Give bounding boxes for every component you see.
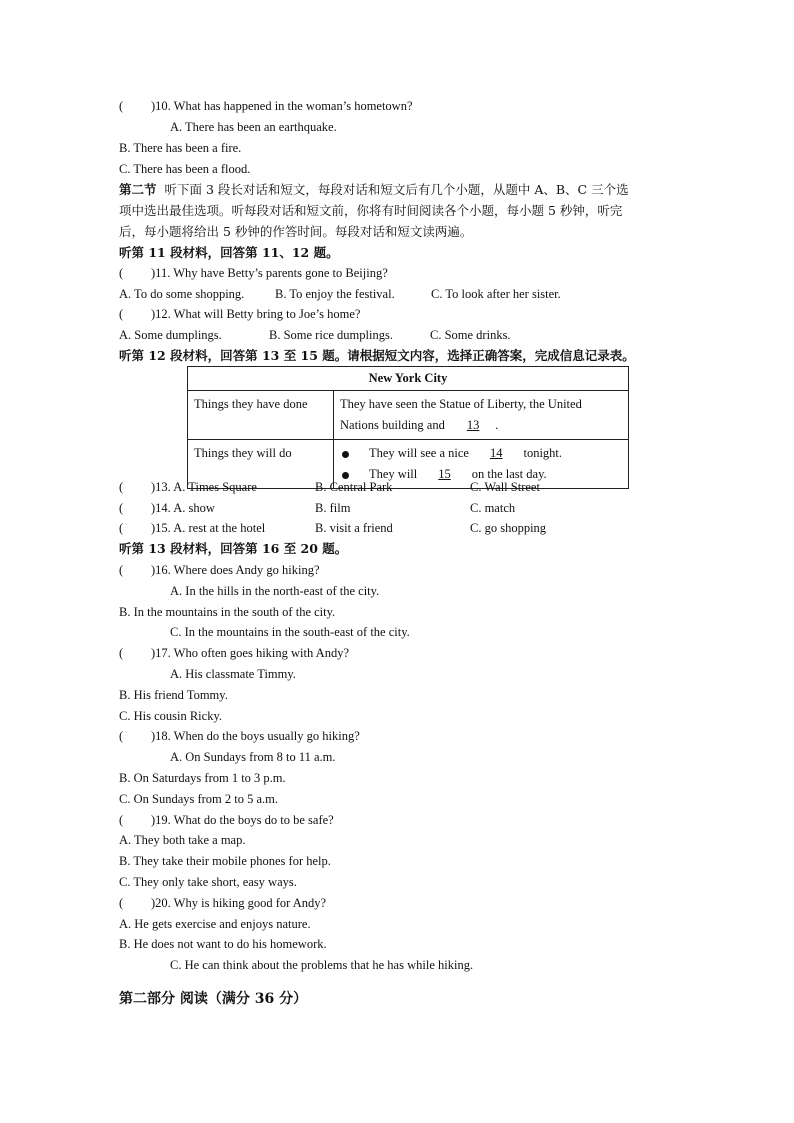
question-18: ( )18. When do the boys usually go hiking? — [119, 729, 360, 743]
q12-option-c: C. Some drinks. — [430, 328, 511, 342]
material-11-heading: 听第 11 段材料，回答第 11、12 题。 — [119, 245, 339, 260]
q13-option-c: C. Wall Street — [470, 480, 540, 494]
row1-text-b: Nations building and 13 . — [340, 415, 622, 436]
q20-option-c: C. He can think about the problems that he has while hiking. — [170, 958, 474, 972]
q15-option-c: C. go shopping — [470, 521, 547, 535]
q11-option-c: C. To look after her sister. — [431, 287, 561, 301]
section-intro-line3: 后，每小题将给出 5 秒钟的作答时间。每段对话和短文读两遍。 — [119, 224, 473, 239]
row1-text-a: They have seen the Statue of Liberty, the United — [340, 397, 582, 411]
table-row2-label: Things they will do — [188, 440, 334, 489]
section-intro-line2: 项中选出最佳选项。听每段对话和短文前，你将有时间阅读各个小题，每小题 5 秒钟，听完 — [119, 203, 623, 218]
q19-option-c: C. They only take short, easy ways. — [119, 875, 297, 889]
q20-option-b: B. He does not want to do his homework. — [119, 937, 327, 951]
question-17: ( )17. Who often goes hiking with Andy? — [119, 646, 350, 660]
q14-option-c: C. match — [470, 501, 516, 515]
question-19: ( )19. What do the boys do to be safe? — [119, 813, 334, 827]
question-14: ( )14. A. show — [119, 501, 215, 515]
q18-option-c: C. On Sundays from 2 to 5 a.m. — [119, 792, 279, 806]
q10-option-b: B. There has been a fire. — [119, 141, 242, 155]
table-row1-content — [334, 391, 629, 440]
section-intro-line1: 第二节 听下面 3 段长对话和短文，每段对话和短文后有几个小题，从题中 A、B、C 三个选 — [119, 182, 629, 197]
q10-option-a: A. There has been an earthquake. — [170, 120, 337, 134]
q19-option-b: B. They take their mobile phones for help. — [119, 854, 331, 868]
q16-option-b: B. In the mountains in the south of the city. — [119, 605, 336, 619]
question-20: ( )20. Why is hiking good for Andy? — [119, 896, 327, 910]
q17-option-c: C. His cousin Ricky. — [119, 709, 223, 723]
bullet-icon — [342, 472, 349, 479]
q12-option-b: B. Some rice dumplings. — [269, 328, 393, 342]
q15-option-b: B. visit a friend — [315, 521, 393, 535]
question-10: ( )10. What has happened in the woman’s hometown? — [119, 99, 413, 113]
q17-option-a: A. His classmate Timmy. — [170, 667, 296, 681]
material-13-heading: 听第 13 段材料，回答第 16 至 20 题。 — [119, 541, 348, 556]
blank-13: 13 — [466, 418, 480, 432]
q12-option-a: A. Some dumplings. — [119, 328, 222, 342]
q16-option-a: A. In the hills in the north-east of the city. — [170, 584, 380, 598]
blank-14: 14 — [489, 446, 503, 460]
table-title: New York City — [188, 367, 629, 391]
bullet-icon — [342, 451, 349, 458]
info-record-table — [187, 366, 629, 489]
q18-option-a: A. On Sundays from 8 to 11 a.m. — [170, 750, 336, 764]
q11-option-a: A. To do some shopping. — [119, 287, 245, 301]
q20-option-a: A. He gets exercise and enjoys nature. — [119, 917, 311, 931]
table-row1-label: Things they have done — [188, 391, 334, 440]
question-11: ( )11. Why have Betty’s parents gone to Beijing? — [119, 266, 388, 280]
q10-option-c: C. There has been a flood. — [119, 162, 251, 176]
row2-bullet-2: They will 15 on the last day. — [342, 464, 622, 485]
material-12-heading: 听第 12 段材料，回答第 13 至 15 题。请根据短文内容，选择正确答案，完成信息记录表。 — [119, 348, 635, 363]
question-12: ( )12. What will Betty bring to Joe’s home? — [119, 307, 361, 321]
blank-15: 15 — [438, 467, 451, 481]
question-13: ( )13. A. Times Square — [119, 480, 257, 494]
q19-option-a: A. They both take a map. — [119, 833, 246, 847]
q11-option-b: B. To enjoy the festival. — [275, 287, 395, 301]
question-16: ( )16. Where does Andy go hiking? — [119, 563, 320, 577]
q14-option-b: B. film — [315, 501, 351, 515]
q13-option-b: B. Central Park — [315, 480, 393, 494]
part-2-heading: 第二部分 阅读（满分 36 分） — [119, 991, 308, 1007]
q18-option-b: B. On Saturdays from 1 to 3 p.m. — [119, 771, 286, 785]
q17-option-b: B. His friend Tommy. — [119, 688, 228, 702]
row2-bullet-1: They will see a nice 14 tonight. — [342, 443, 622, 464]
question-15: ( )15. A. rest at the hotel — [119, 521, 266, 535]
q16-option-c: C. In the mountains in the south-east of the city. — [170, 625, 410, 639]
